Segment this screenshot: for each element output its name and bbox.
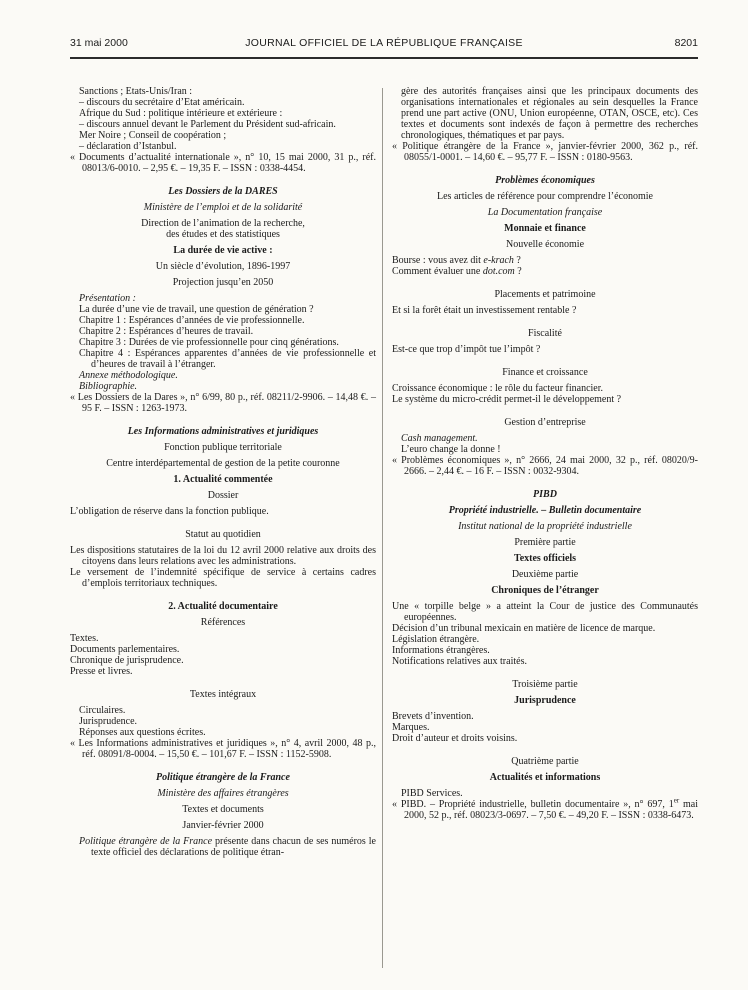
text-segment: Quatrième partie	[511, 756, 579, 767]
text-segment: Le système du micro-crédit permet-il le développement ?	[392, 394, 622, 405]
text-segment: L’euro change la donne !	[401, 444, 501, 455]
text-segment: Références	[200, 617, 246, 628]
text-segment: Annexe méthodologique.	[79, 370, 178, 381]
text-segment: Un siècle d’évolution, 1896-1997	[155, 261, 291, 272]
text-segment: Projection jusqu’en 2050	[172, 277, 274, 288]
text-segment: Politique étrangère de la France	[156, 772, 290, 783]
text-block	[392, 383, 698, 394]
text-segment: ?	[513, 255, 521, 266]
text-segment: Direction de l’animation de la recherche,	[141, 218, 305, 229]
text-segment: Nouvelle économie	[505, 239, 585, 250]
text-block	[70, 108, 376, 119]
text-block	[392, 601, 698, 623]
text-block	[392, 722, 698, 733]
text-block	[392, 788, 698, 799]
text-segment: Chroniques de l’étranger	[491, 585, 599, 596]
text-segment: Documents parlementaires.	[70, 644, 180, 655]
text-block	[70, 261, 376, 272]
text-block	[392, 289, 698, 300]
text-block	[70, 337, 376, 348]
text-segment: 2. Actualité documentaire	[168, 601, 278, 612]
text-segment: ?	[514, 266, 522, 277]
text-segment: La durée de vie active :	[173, 245, 273, 256]
section-heading	[70, 474, 376, 485]
text-block	[70, 820, 376, 831]
text-segment: Troisième partie	[512, 679, 578, 690]
text-segment: gère des autorités françaises ainsi que les principaux documents des organisations internationales et régionales au sein desquelles la France prend une part active (ONU, Union européenne, OTAN, OSCE, etc). Ces textes et documents sont indexés de façon à permettre des recherches chronologiques, thématiques et par pays.	[401, 86, 698, 141]
text-segment: Textes.	[70, 633, 99, 644]
text-segment: Chapitre 3 : Durées de vie professionnelle pour cinq générations.	[79, 337, 339, 348]
text-segment: Est-ce que trop d’impôt tue l’impôt ?	[392, 344, 541, 355]
publication-title	[70, 772, 376, 783]
text-block	[70, 130, 376, 141]
text-segment: Marques.	[392, 722, 430, 733]
text-block	[392, 537, 698, 548]
publication-reference	[392, 455, 698, 477]
text-block	[70, 141, 376, 152]
text-block	[70, 804, 376, 815]
text-segment: L’obligation de réserve dans la fonction publique.	[70, 506, 269, 517]
text-segment: Jurisprudence.	[79, 716, 138, 727]
text-block	[70, 836, 376, 858]
publication-title	[392, 489, 698, 500]
text-segment: Chronique de jurisprudence.	[70, 655, 184, 666]
text-block	[392, 634, 698, 645]
text-block	[392, 305, 698, 316]
text-block	[70, 567, 376, 589]
text-segment: Placements et patrimoine	[494, 289, 596, 300]
text-block	[70, 442, 376, 453]
text-block	[70, 666, 376, 677]
publication-reference	[70, 392, 376, 414]
left-column	[70, 86, 376, 858]
text-block	[392, 344, 698, 355]
journal-title: JOURNAL OFFICIEL DE LA RÉPUBLIQUE FRANÇAISE	[245, 37, 523, 49]
text-segment: dot.com	[482, 266, 515, 277]
text-segment: Droit d’auteur et droits voisins.	[392, 733, 518, 744]
text-block	[70, 245, 376, 256]
text-block	[70, 689, 376, 700]
text-segment: Textes officiels	[513, 553, 577, 564]
text-segment: Les Dossiers de la DARES	[168, 186, 278, 197]
publication-reference	[70, 152, 376, 174]
text-segment: Réponses aux questions écrites.	[79, 727, 206, 738]
text-segment: Et si la forêt était un investissement rentable ?	[392, 305, 577, 316]
text-block	[70, 304, 376, 315]
text-block	[70, 370, 376, 381]
text-block	[70, 716, 376, 727]
text-segment: Circulaires.	[79, 705, 126, 716]
text-block	[70, 545, 376, 567]
text-segment: Gestion d’entreprise	[504, 417, 586, 428]
text-block	[392, 86, 698, 141]
text-segment: Comment évaluer une	[392, 266, 483, 277]
text-segment: Le versement de l’indemnité spécifique de service à certains cadres d’emplois territoriaux techniques.	[70, 567, 376, 589]
text-segment: Centre interdépartemental de gestion de la petite couronne	[106, 458, 340, 469]
text-segment: Institut national de la propriété industrielle	[458, 521, 632, 532]
text-block	[70, 727, 376, 738]
text-segment: Les dispositions statutaires de la loi du 12 avril 2000 relative aux droits des citoyens dans leurs relations avec les administrations.	[70, 545, 376, 567]
text-block	[392, 433, 698, 444]
text-block	[392, 207, 698, 218]
section-heading	[392, 695, 698, 706]
text-segment: « Les Dossiers de la Dares », n° 6/99, 80 p., réf. 08211/2-9906. – 14,48 €. – 95 F. – ISSN : 1263-1973.	[70, 392, 376, 414]
text-segment: mai 2000, 52 p., réf. 08023/3-0697. – 7,50 €. – 49,20 F. – ISSN : 0338-6473.	[404, 799, 698, 821]
text-segment: Chapitre 2 : Espérances d’heures de travail.	[79, 326, 254, 337]
text-segment: présente dans chacun de ses numéros le texte officiel des déclarations de politique étran-	[91, 836, 376, 858]
text-block	[70, 617, 376, 628]
text-block	[70, 506, 376, 517]
text-block	[70, 655, 376, 666]
section-heading	[392, 553, 698, 564]
page-body	[70, 86, 698, 858]
text-block	[70, 705, 376, 716]
text-segment: Fonction publique territoriale	[164, 442, 282, 453]
text-segment: « PIBD. – Propriété industrielle, bulletin documentaire », n° 697, 1	[392, 799, 674, 810]
text-block	[392, 417, 698, 428]
text-segment: « Problèmes économiques », n° 2666, 24 mai 2000, 32 p., réf. 08020/9-2666. – 2,44 €. – 16 F. – ISSN : 0032-9304.	[392, 455, 698, 477]
text-segment: PIBD	[533, 489, 557, 500]
page-header	[70, 38, 698, 59]
text-segment: Politique étrangère de la France	[79, 836, 213, 847]
text-segment: La Documentation française	[487, 207, 603, 218]
text-segment: Jurisprudence	[514, 695, 576, 706]
text-segment: « Politique étrangère de la France », janvier-février 2000, 362 p., réf. 08055/1-0001. – 14,60 €. – 95,77 F. – ISSN : 0180-9563.	[392, 141, 698, 163]
text-segment: Deuxième partie	[511, 569, 579, 580]
text-segment: Presse et livres.	[70, 666, 133, 677]
text-segment: La durée d’une vie de travail, une question de génération ?	[79, 304, 314, 315]
text-segment: Textes intégraux	[189, 689, 257, 700]
publication-reference	[392, 796, 698, 821]
text-segment: Fiscalité	[528, 328, 562, 339]
text-block	[392, 645, 698, 656]
text-segment: Sanctions ; Etats-Unis/Iran :	[79, 86, 193, 97]
section-heading	[392, 223, 698, 234]
text-segment: Décision d’un tribunal mexicain en matière de licence de marque.	[392, 623, 656, 634]
text-segment: Janvier-février 2000	[182, 820, 264, 831]
text-segment: Bibliographie.	[79, 381, 138, 392]
text-segment: Bourse : vous avez dit	[392, 255, 484, 266]
text-block	[70, 529, 376, 540]
page-number: 8201	[674, 37, 698, 49]
text-block	[70, 97, 376, 108]
text-block	[70, 326, 376, 337]
text-block	[392, 569, 698, 580]
text-segment: Croissance économique : le rôle du facteur financier.	[392, 383, 604, 394]
text-block	[70, 315, 376, 326]
text-block	[70, 86, 376, 97]
text-segment: Dossier	[207, 490, 239, 501]
section-heading	[70, 601, 376, 612]
text-block	[392, 266, 698, 277]
text-segment: « Les Informations administratives et juridiques », n° 4, avril 2000, 48 p., réf. 08091/8-0004. – 15,50 €. – 101,67 F. – ISSN : 1152-5908.	[70, 738, 376, 760]
header-date: 31 mai 2000	[70, 37, 128, 49]
text-segment: 1. Actualité commentée	[173, 474, 273, 485]
text-segment: Finance et croissance	[502, 367, 588, 378]
publication-title	[392, 175, 698, 186]
publication-reference	[70, 738, 376, 760]
text-block	[392, 394, 698, 405]
text-block	[392, 239, 698, 250]
text-segment: Première partie	[514, 537, 576, 548]
text-block	[392, 367, 698, 378]
text-block	[70, 381, 376, 392]
text-block	[70, 633, 376, 644]
text-segment: e-krach	[483, 255, 514, 266]
text-segment: Statut au quotidien	[185, 529, 261, 540]
text-block	[70, 202, 376, 213]
text-segment: Les articles de référence pour comprendre l’économie	[437, 191, 653, 202]
text-segment: Une « torpille belge » a atteint la Cour de justice des Communautés européennes.	[392, 601, 698, 623]
text-segment: PIBD Services.	[401, 788, 463, 799]
text-block	[70, 293, 376, 304]
text-segment: Cash management.	[401, 433, 478, 444]
right-column	[392, 86, 698, 858]
text-segment: Chapitre 4 : Espérances apparentes d’années de vie professionnelle et d’heures de travail à l’étranger.	[79, 348, 376, 370]
text-block	[70, 277, 376, 288]
text-segment: – déclaration d’Istanbul.	[79, 141, 177, 152]
text-block	[392, 711, 698, 722]
text-block	[392, 521, 698, 532]
section-heading	[392, 585, 698, 596]
text-segment: er	[673, 796, 680, 805]
text-segment: Mer Noire ; Conseil de coopération ;	[79, 130, 227, 141]
text-block	[70, 348, 376, 370]
text-block	[392, 191, 698, 202]
text-segment: des études et des statistiques	[166, 229, 280, 240]
text-segment: Législation étrangère.	[392, 634, 480, 645]
text-segment: Propriété industrielle. – Bulletin documentaire	[448, 505, 642, 516]
text-segment: Notifications relatives aux traités.	[392, 656, 527, 667]
text-segment: Chapitre 1 : Espérances d’années de vie professionnelle.	[79, 315, 305, 326]
text-block	[392, 255, 698, 266]
text-segment: Ministère de l’emploi et de la solidarité	[143, 202, 303, 213]
text-segment: Actualités et informations	[489, 772, 601, 783]
text-block	[392, 679, 698, 690]
text-segment: Afrique du Sud : politique intérieure et extérieure :	[79, 108, 283, 119]
text-block	[70, 644, 376, 655]
text-segment: Brevets d’invention.	[392, 711, 474, 722]
text-block	[392, 444, 698, 455]
text-block	[392, 756, 698, 767]
text-segment: Textes et documents	[182, 804, 264, 815]
text-block	[392, 733, 698, 744]
text-segment: Les Informations administratives et juridiques	[127, 426, 319, 437]
publication-reference	[392, 141, 698, 163]
text-block	[70, 458, 376, 469]
text-block	[392, 623, 698, 634]
text-block	[70, 490, 376, 501]
text-segment: – discours du secrétaire d’Etat américain.	[79, 97, 245, 108]
text-segment: Informations étrangères.	[392, 645, 490, 656]
text-segment: Monnaie et finance	[504, 223, 586, 234]
text-block	[70, 119, 376, 130]
text-segment: Ministère des affaires étrangères	[157, 788, 289, 799]
text-block	[70, 218, 376, 240]
publication-title	[70, 186, 376, 197]
text-segment: Présentation :	[79, 293, 136, 304]
publication-title	[70, 426, 376, 437]
text-segment: « Documents d’actualité internationale », n° 10, 15 mai 2000, 31 p., réf. 08013/6-0010. – 2,95 €. – 19,35 F. – ISSN : 0338-4454.	[70, 152, 376, 174]
text-block	[392, 328, 698, 339]
text-segment: Problèmes économiques	[495, 175, 595, 186]
text-block	[70, 788, 376, 799]
text-block	[392, 656, 698, 667]
text-segment: – discours annuel devant le Parlement du Président sud-africain.	[79, 119, 336, 130]
publication-subtitle	[392, 505, 698, 516]
section-heading	[392, 772, 698, 783]
